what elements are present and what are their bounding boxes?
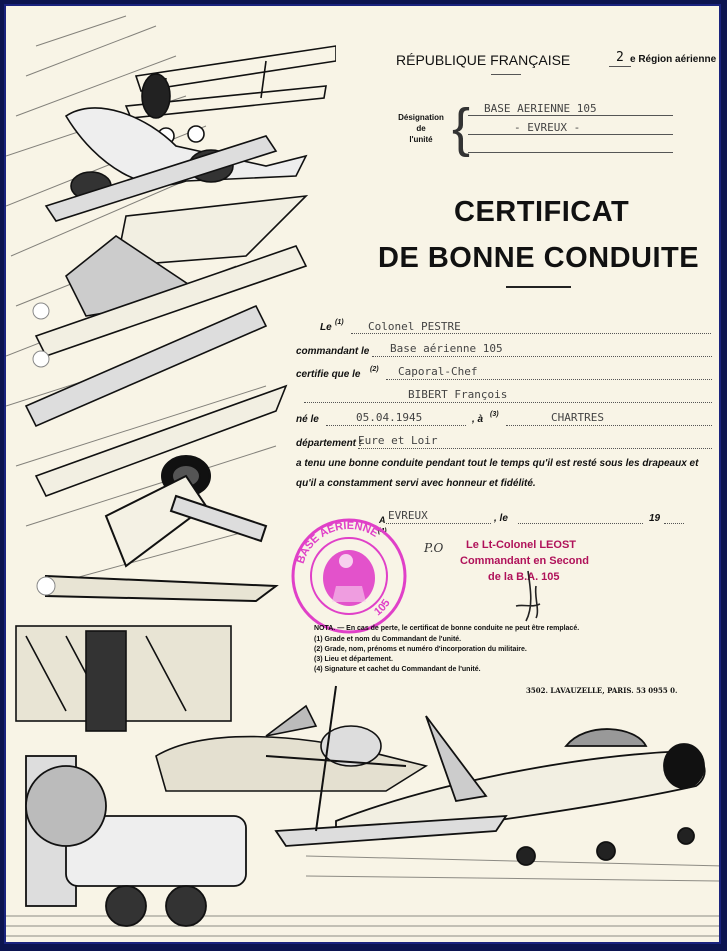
year-label: 19 — [649, 513, 661, 524]
title-underline — [506, 286, 571, 288]
note-ref-3: (3) — [490, 411, 499, 418]
title-line-1: CERTIFICAT — [454, 196, 630, 228]
certificate-page — [4, 4, 721, 944]
unit-line-1: BASE AERIENNE 105 — [484, 102, 597, 115]
republic-heading: RÉPUBLIQUE FRANÇAISE — [396, 52, 571, 68]
place-value: EVREUX — [388, 509, 428, 522]
note-ref-4: (4) — [378, 528, 387, 535]
note-1-text: (1) Grade et nom du Commandant de l'unité. — [314, 636, 462, 643]
region-number: 2 — [616, 50, 624, 65]
marianne-emblem-icon — [323, 550, 375, 606]
certifie-label: certifie que le — [296, 369, 361, 380]
le-label: Le — [320, 322, 332, 333]
nota-text: NOTA. — En cas de perte, le certificat de bonne conduite ne peut être remplacé. — [314, 625, 580, 632]
departement-value: Eure et Loir — [358, 434, 438, 447]
commandant-value: Base aérienne 105 — [390, 342, 503, 355]
region-number-line — [609, 66, 631, 67]
stamp-bottom-text: 105 — [372, 597, 393, 619]
conduct-sentence-1: a tenu une bonne conduite pendant tout le temps qu'il est resté sous les drapeaux et — [296, 458, 699, 469]
commandant-label: commandant le — [296, 346, 370, 357]
soldier-name: BIBERT François — [408, 388, 508, 401]
note-ref-2: (2) — [370, 366, 379, 373]
handwritten-signature — [506, 566, 556, 626]
conduct-sentence-2: qu'il a constamment servi avec honneur et fidélité. — [296, 478, 536, 489]
birth-date: 05.04.1945 — [356, 411, 423, 424]
ne-label: né le — [296, 414, 319, 425]
stamp-top-text: BASE AERIENNE — [294, 519, 381, 566]
signature-line-1: Le Lt-Colonel LEOST — [466, 539, 576, 551]
a-label: , à — [472, 414, 484, 425]
designation-brace: { — [452, 98, 471, 158]
designation-label: Désignation de l'unité — [398, 113, 444, 144]
note-ref-1: (1) — [335, 319, 344, 326]
note-2-text: (2) Grade, nom, prénoms et numéro d'incorporation du militaire. — [314, 646, 527, 653]
departement-label: département : — [296, 438, 363, 449]
republic-underline — [491, 74, 521, 75]
date-label: , le — [494, 513, 508, 524]
unit-line-2: - EVREUX - — [514, 121, 581, 134]
note-3-text: (3) Lieu et département. — [314, 656, 393, 663]
title-line-2: DE BONNE CONDUITE — [378, 242, 700, 274]
birth-place: CHARTRES — [551, 411, 604, 424]
le-value: Colonel PESTRE — [368, 320, 461, 333]
place-prefix: A — [379, 515, 386, 525]
signature-line-3: de la B.A. 105 — [488, 571, 560, 583]
note-4-text: (4) Signature et cachet du Commandant de l'unité. — [314, 666, 481, 673]
signature-line-2: Commandant en Second — [460, 555, 589, 567]
certifie-value: Caporal-Chef — [398, 365, 478, 378]
printer-imprint: 3502. LAVAUZELLE, PARIS. 53 0955 0. — [526, 686, 678, 695]
po-mark: P.O — [424, 541, 444, 555]
region-label: e Région aérienne — [630, 54, 717, 65]
official-stamp — [284, 516, 414, 636]
